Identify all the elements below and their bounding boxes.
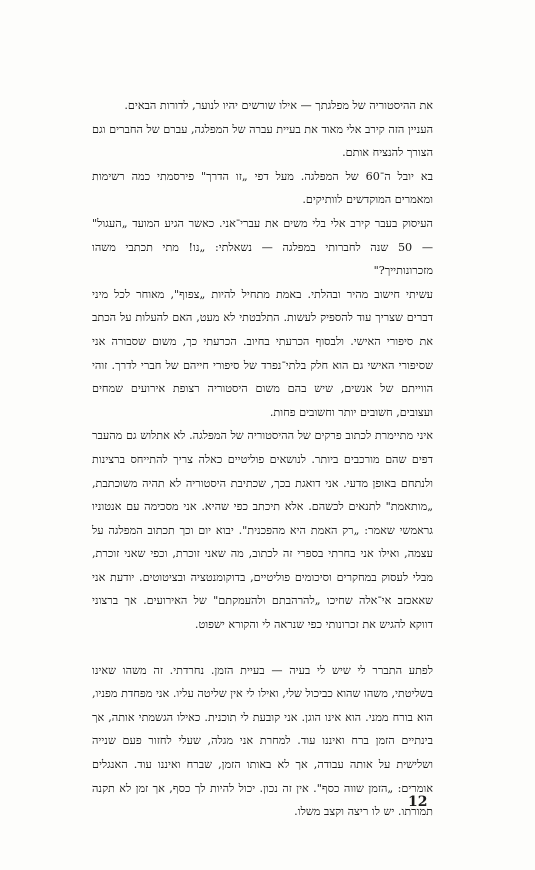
body-text [92, 94, 433, 824]
page-number: 12 [408, 794, 428, 810]
paragraph: את ההיסטוריה של מפלגתך — אילו שורשים יהיו לנוער, לדורות הבאים. [124, 99, 433, 112]
paragraph: איני מתיימרת לכתוב פרקים של ההיסטוריה של המפלגה. לא אתלוש גם מהעבר דפים שהם מורכבים ביותר. לנושאים פוליטיים כאלה צריך להתייחס ברצינות ולנתחם באופן מדעי. אני דואגת בכך, שכתיבת היסטוריה לא תהיה משוכתבת, „מותאמת" לתנאים לכשהם. אלא תיכתב כפי שהיא. אני מסכימה עם אנטוניו גראמשי שאמר: „רק האמת היא מהפכנית". יבוא יום וכך תכתוב המפלגה על עצמה, ואילו אני בחרתי בספרי זה לכתוב, מה שאני זוכרת, וכפי שאני זוכרת, מבלי לעסוק במחקרים וסיכומים פוליטיים, בדוקומנטציה ובציטוטים. יודעת אני שאאכזב אי־אלה שחיכו „להרהבתם ולהעמקתם" של האירועים. אך ברצוני דווקא להגיש את זכרונותי כפי שנראה לי והקורא ישפוט. [92, 429, 433, 632]
paragraph: לפתע התברר לי שיש לי בעיה — בעיית הזמן. נחרדתי. זה משהו שאינו בשליטתי, משהו שהוא כביכול שלי, ואילו לי אין שליטה עליו. אני מפחדת מפניו, הוא בורח ממני. הוא אינו הוגן. אני קובעת לי תוכנית. כאילו הגשמתי אותה, אך בינתיים הזמן ברח ואיננו עוד. למחרת אני מגלה, שעלי לחזור פעם שנייה ושלישית על אותה עבודה, אך לא באותו הזמן, שברח ואיננו עוד. האנגלים אומרים: „הזמן שווה כסף". אין זה נכון. יכול להיות לך כסף, אך זמן לא תקנה תמורתו. יש לו ריצה וקצב משלו. [92, 663, 433, 819]
paragraph: בא יובל ה־60 של המפלגה. מעל דפי „זו הדרך" פירסמתי כמה רשימות ומאמרים המוקדשים לוותיקים. [92, 169, 433, 207]
paragraph: העניין הזה קירב אלי מאוד את בעיית עברה של המפלגה, עברם של החברים וגם הצורך להנציח אותם. [92, 122, 433, 160]
paragraph: עשיתי חישוב מהיר ובהלתי. באמת מתחיל להיות „צפוף", מאוחר לכל מיני דברים שצריך עוד להספיק לעשות. התלבטתי לא מעט, האם להעלות על הכתב את סיפורי האישי. ולבסוף הכרעתי בחיוב. הכרעתי כך, משום שסבורה אני שסיפורי האישי גם הוא חלק בלתי־נפרד של סיפורי חייהם של חברי לדרך. זוהי הווייתם של אנשים, שיש בהם משום היסטוריה רצופת אירועים שמחים ועצובים, חשובים יותר וחשובים פחות. [92, 287, 433, 419]
paragraph: העיסוק בעבר קירב אלי בלי משים את עברי־אני. כאשר הגיע המועד „העגול" — 50 שנה לחברותי במפלגה — נשאלתי: „נו! מתי תכתבי משהו מזכרונותייך?" [92, 216, 434, 278]
